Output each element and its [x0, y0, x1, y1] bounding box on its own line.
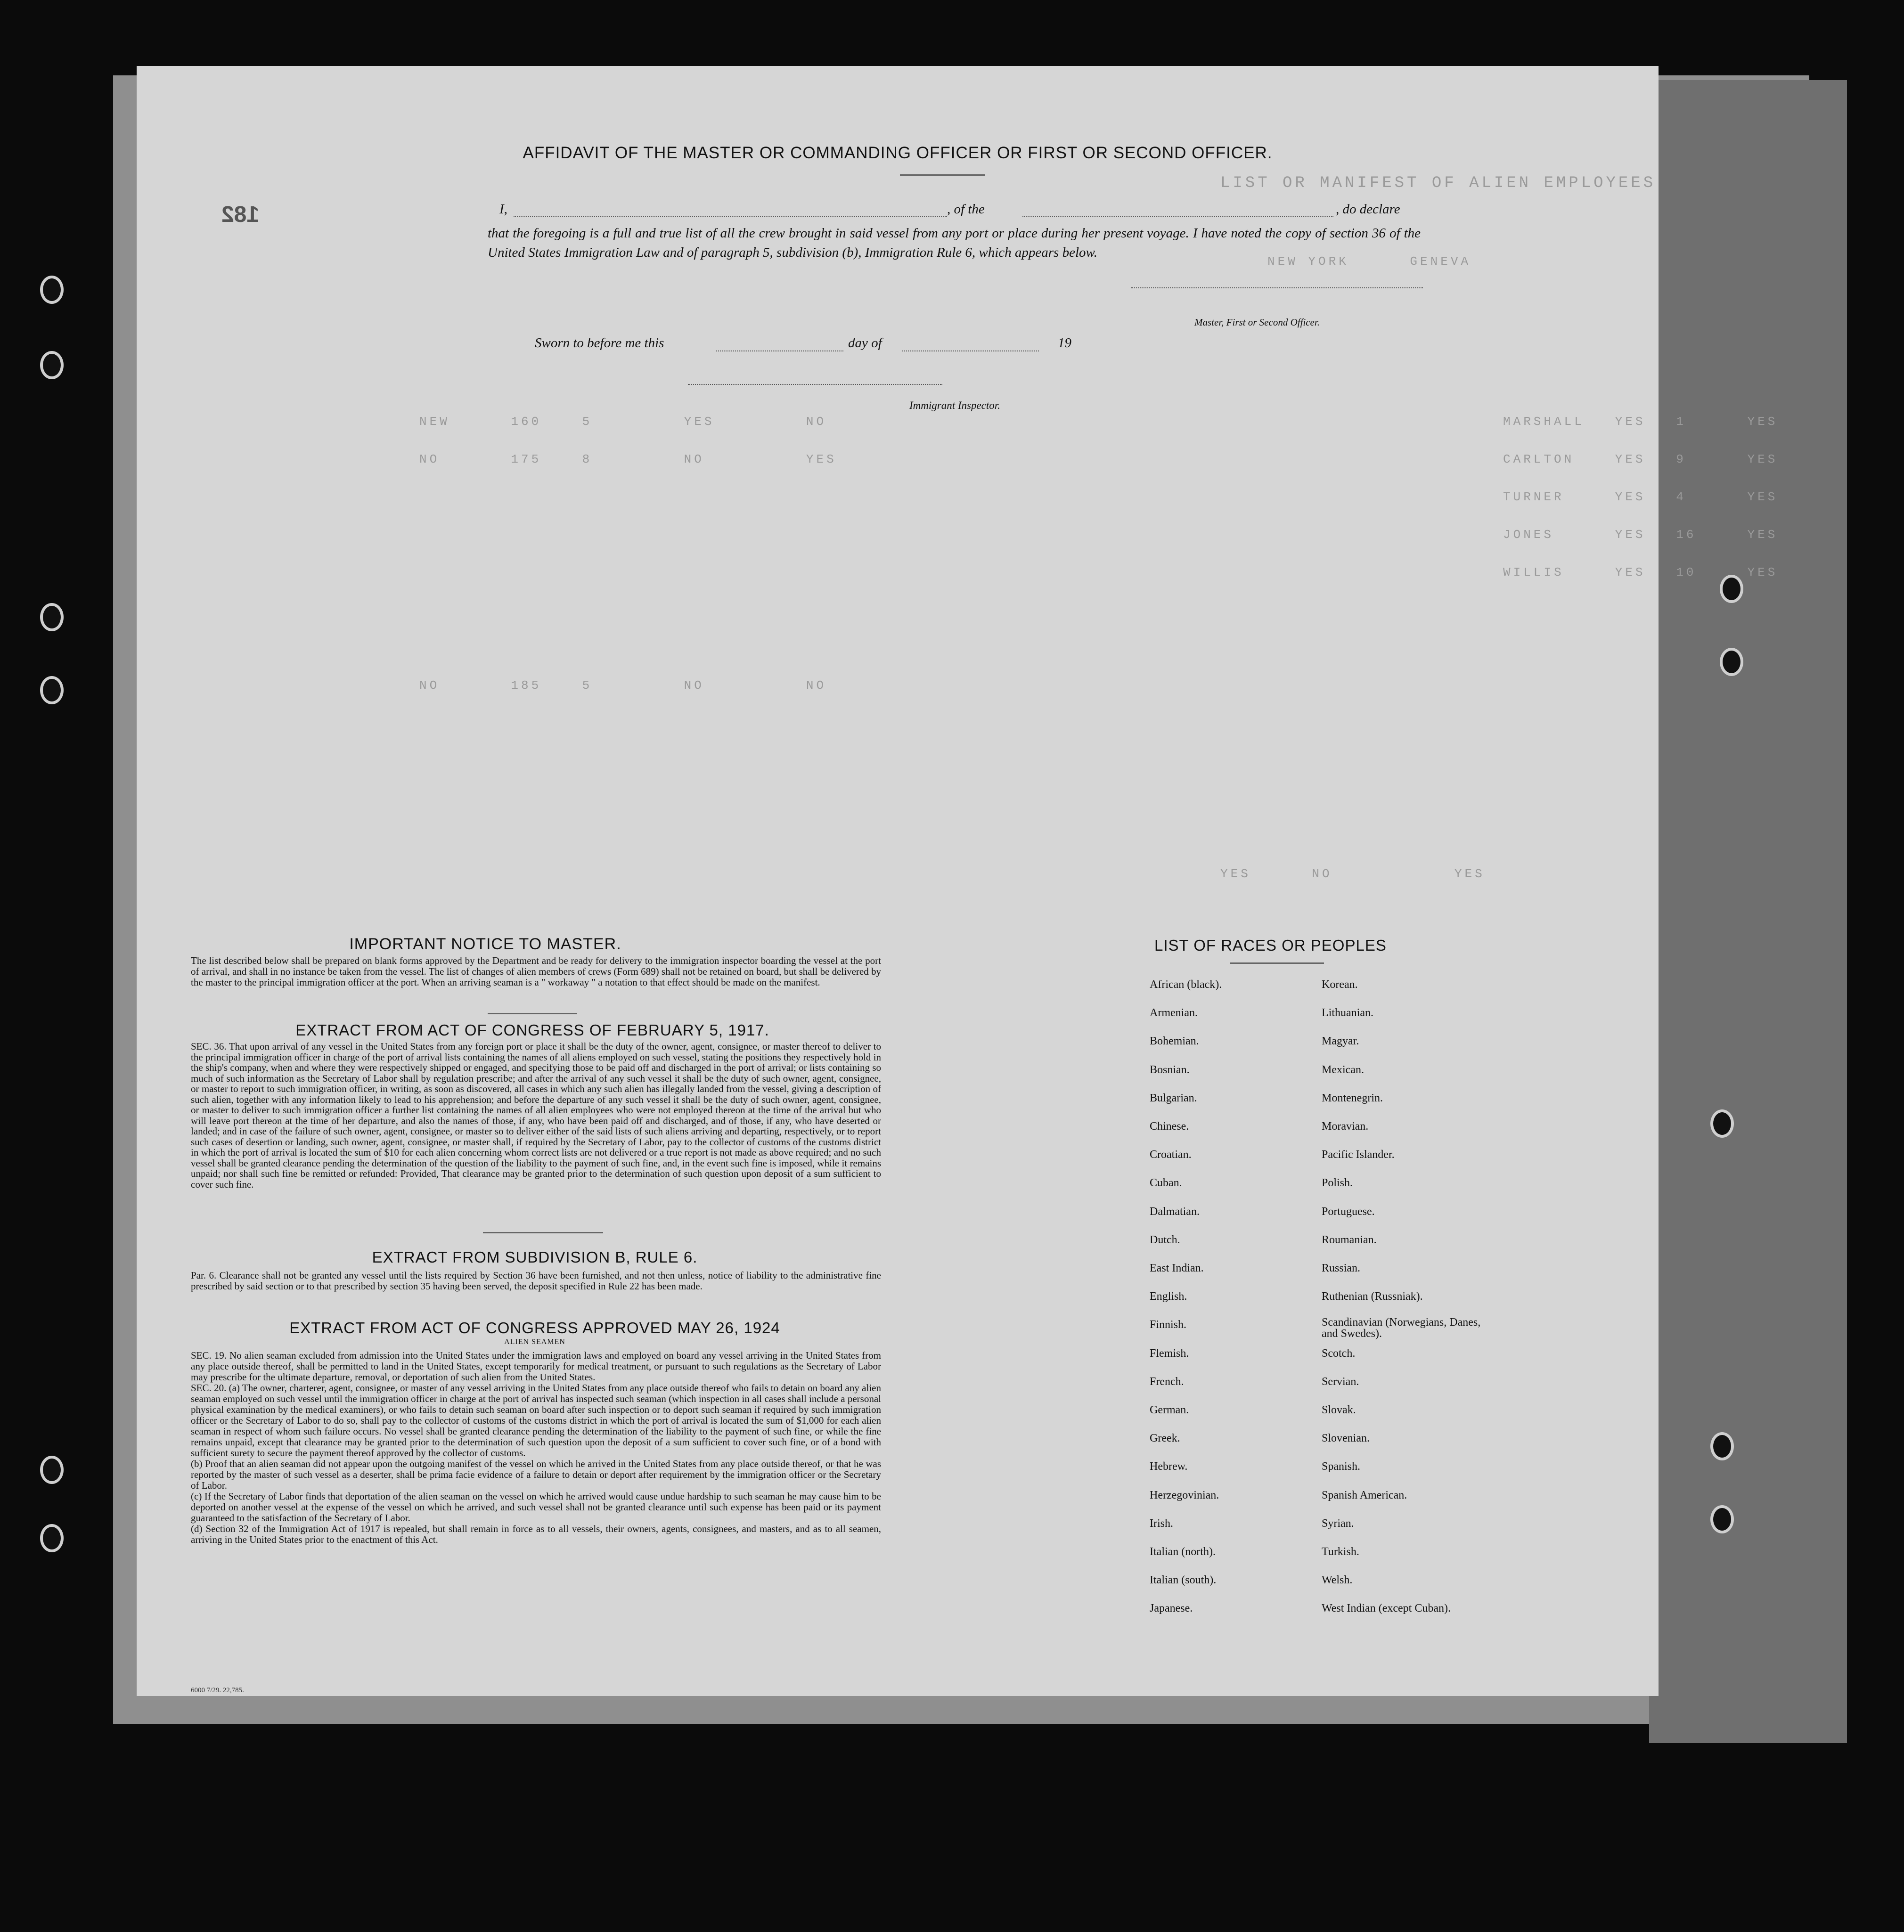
binding-hole: [40, 1456, 64, 1484]
races-title: LIST OF RACES OR PEOPLES: [1154, 937, 1387, 954]
race-item: African (black).: [1150, 978, 1222, 991]
affidavit-of-the: , of the: [947, 202, 985, 217]
extract-1924-section-20d: (d) Section 32 of the Immigration Act of 1917 is repealed, but shall remain in force as to all vessels, their owners, agents, consignees, and masters, and as to all seamen, arriving in the United States prior to the enactment of this Act.: [191, 1523, 881, 1545]
race-item: Servian.: [1322, 1375, 1359, 1388]
divider-rule: [488, 1013, 577, 1014]
inspector-line[interactable]: [688, 384, 942, 385]
show-through-text: MARSHALL YES 1 YES: [1503, 415, 1778, 429]
divider-rule: [1230, 962, 1324, 964]
sworn-label: Sworn to before me this: [535, 335, 664, 351]
form-page: [137, 66, 1778, 1696]
race-item: Croatian.: [1150, 1149, 1192, 1161]
race-item: Italian (north).: [1150, 1546, 1216, 1558]
form-code: 6000 7/29. 22,785.: [191, 1687, 244, 1694]
affidavit-title: AFFIDAVIT OF THE MASTER OR COMMANDING OFFICER OR FIRST OR SECOND OFFICER.: [523, 144, 1273, 162]
race-item: French.: [1150, 1375, 1184, 1388]
extract-1917-title: EXTRACT FROM ACT OF CONGRESS OF FEBRUARY 5, 1917.: [295, 1021, 769, 1039]
show-through-text: CARLTON YES 9 YES: [1503, 452, 1778, 466]
race-item: Armenian.: [1150, 1007, 1198, 1019]
race-item: Bosnian.: [1150, 1063, 1190, 1076]
binding-hole: [40, 676, 64, 704]
extract-1917-body: SEC. 36. That upon arrival of any vessel in the United States from any foreign port or place it shall be the duty of the owner, agent, consignee, or master thereof to deliver to the principal immigration officer in charge of the port of arrival lists containing the names of all aliens employed on such vessel, stating the positions they respectively hold in the ship's company, when and where they were respectively shipped or engaged, and specifying those to be paid off and discharged in the port of arrival; or lists containing so much of such information as the Secretary of Labor shall by regulation prescribe; and after the arrival of any such vessel it shall be the duty of such owner, agent, consignee, or master to report to such immigration officer, in writing, as soon as discovered, all cases in which any such alien has illegally landed from the vessel, giving a description of such alien, together with any information likely to lead to his apprehension; and before the departure of any such vessel it shall be the duty of such owner, agent, consignee, or master to deliver to such immigration officer a further list containing the names of all alien employees who were not employed thereon at the time of the arrival but who will leave port thereon at the time of her departure, and also the names of those, if any, who have been paid off and discharged, and of those, if any, who have deserted or landed; and in case of the failure of such owner, agent, consignee, or master so to deliver either of the said lists of such aliens arriving and departing, respectively, or to report such cases of desertion or landing, such owner, agent, consignee, or master shall, if required by the Secretary of Labor, pay to the collector of customs of the customs district in which the port of arrival is located the sum of $10 for each alien concerning whom correct lists are not delivered or a true report is not made as above required; and no such vessel shall be granted clearance pending the determination of the question of the liability to the payment of such fine, and, in the event such fine is imposed, while it remains unpaid; nor shall such fine be remitted or refunded: Provided, That clearance may be granted prior to the determination of such question upon deposit of a sum sufficient to cover such fine.: [191, 1041, 881, 1190]
extract-rule6-body: Par. 6. Clearance shall not be granted any vessel until the lists required by Section 36 have been furnished, and not then unless, notice of liability to the administrative fine prescribed by said section or to that prescribed by section 35 having been served, the deposit specified in Rule 22 has been made.: [191, 1270, 881, 1292]
race-item: Flemish.: [1150, 1347, 1189, 1360]
extract-1924-section-20b: (b) Proof that an alien seaman did not appear upon the outgoing manifest of the vessel on which he arrived in the United States from any place outside thereof, or that he was reported by the master of such vessel as a deserter, shall be prima facie evidence of a failure to detain or deport after requirement by the immigration officer or the Secretary of Labor.: [191, 1458, 881, 1491]
inspector-label: Immigrant Inspector.: [909, 399, 1000, 411]
race-item: Magyar.: [1322, 1035, 1359, 1048]
race-item: Lithuanian.: [1322, 1007, 1373, 1019]
divider-rule: [900, 174, 985, 176]
race-item: Ruthenian (Russniak).: [1322, 1290, 1423, 1303]
race-item: Cuban.: [1150, 1177, 1182, 1190]
race-item: Portuguese.: [1322, 1205, 1375, 1218]
race-item: Russian.: [1322, 1262, 1361, 1274]
show-through-text: NO 185 5 NO NO: [419, 678, 827, 693]
race-item: Slovenian.: [1322, 1432, 1370, 1445]
race-item: Dalmatian.: [1150, 1205, 1200, 1218]
race-item: Irish.: [1150, 1517, 1173, 1530]
binding-hole: [1710, 1109, 1734, 1138]
name-blank[interactable]: [514, 216, 947, 217]
race-item: East Indian.: [1150, 1262, 1204, 1274]
race-item: Chinese.: [1150, 1120, 1189, 1133]
race-item: Japanese.: [1150, 1602, 1193, 1615]
race-item: Welsh.: [1322, 1574, 1353, 1587]
race-item: Herzegovinian.: [1150, 1489, 1219, 1501]
divider-rule: [483, 1232, 603, 1233]
race-item: Scotch.: [1322, 1347, 1356, 1360]
race-item: Mexican.: [1322, 1063, 1364, 1076]
race-item: Spanish American.: [1322, 1489, 1407, 1501]
show-through-text: JONES YES 16 YES: [1503, 528, 1778, 542]
binding-hole: [1710, 1432, 1734, 1460]
sworn-day-of: day of: [848, 335, 882, 351]
sworn-year-prefix: 19: [1058, 335, 1071, 351]
race-item: Bohemian.: [1150, 1035, 1199, 1048]
affidavit-paragraph: that the foregoing is a full and true list of all the crew brought in said vessel from any port or place during her present voyage. I have noted the copy of section 36 of the United States Immigration Law and of paragraph 5, subdivision (b), Immigration Rule 6, which appears below.: [488, 226, 1421, 260]
race-item: Korean.: [1322, 978, 1358, 991]
race-item: Syrian.: [1322, 1517, 1354, 1530]
extract-rule6-title: EXTRACT FROM SUBDIVISION B, RULE 6.: [372, 1248, 698, 1266]
race-item: Scandinavian (Norwegians, Danes, and Swedes).: [1322, 1316, 1481, 1340]
show-through-text: YES NO YES: [1220, 867, 1485, 881]
race-item: Italian (south).: [1150, 1574, 1217, 1587]
race-item: Dutch.: [1150, 1233, 1180, 1246]
binding-hole: [1710, 1505, 1734, 1533]
extract-1924-subtitle: ALIEN SEAMEN: [504, 1338, 565, 1346]
extract-1924-body: [191, 1350, 881, 1545]
extract-1924-title: EXTRACT FROM ACT OF CONGRESS APPROVED MAY 26, 1924: [289, 1319, 780, 1337]
race-item: Turkish.: [1322, 1546, 1359, 1558]
show-through-text: LIST OR MANIFEST OF ALIEN EMPLOYEES: [1220, 174, 1656, 192]
show-through-text: TURNER YES 4 YES: [1503, 490, 1778, 504]
signature-line[interactable]: [1131, 287, 1423, 288]
race-item: Polish.: [1322, 1177, 1353, 1190]
race-item: Roumanian.: [1322, 1233, 1377, 1246]
binding-hole: [40, 1524, 64, 1552]
race-item: Moravian.: [1322, 1120, 1369, 1133]
race-item: Greek.: [1150, 1432, 1180, 1445]
binding-hole: [1720, 648, 1743, 676]
show-through-text: WILLIS YES 10 YES: [1503, 565, 1778, 579]
extract-1924-section-19: SEC. 19. No alien seaman excluded from admission into the United States under the immigration laws and employed on board any vessel arriving in the United States from any place outside thereof, shall be permitted to land in the United States, except temporarily for medical treatment, or pursuant to such regulations as the Secretary of Labor may prescribe for the ultimate departure, removal, or deportation of such alien from the United States.: [191, 1350, 881, 1383]
extract-1924-section-20c: (c) If the Secretary of Labor finds that deportation of the alien seaman on the vessel on which he arrived would cause undue hardship to such seaman he may cause him to be deported on another vessel at the expense of the vessel on which he arrived, and such vessel shall not be granted clearance until such expense has been paid or its payment guaranteed to the satisfaction of the Secretary of Labor.: [191, 1491, 881, 1524]
race-item: Bulgarian.: [1150, 1092, 1197, 1104]
notice-title: IMPORTANT NOTICE TO MASTER.: [349, 935, 621, 953]
binding-hole: [40, 276, 64, 304]
race-item: West Indian (except Cuban).: [1322, 1602, 1451, 1615]
extract-1924-section-20a: SEC. 20. (a) The owner, charterer, agent, consignee, or master of any vessel arriving in the United States from any place outside thereof who fails to detain on board any alien seaman employed on such vessel until the immigration officer in charge at the port of arrival has inspected such seaman (which inspection in all cases shall include a personal physical examination by the medical examiners), or who fails to detain such seaman on board after such inspection or to deport such seaman if required by such immigration officer or the Secretary of Labor to do so, shall pay to the collector of customs of the customs district in which the port of arrival is located the sum of $1,000 for each alien seaman in respect of whom such failure occurs. No vessel shall be granted clearance pending the determination of the liability to the payment of such fine, or while the fine remains unpaid, except that clearance may be granted prior to the determination of such question upon the deposit of a sum sufficient to cover such fine, or of a bond with sufficient surety to secure the payment thereof approved by the collector of customs.: [191, 1382, 881, 1459]
underlying-sheet-edge: [1649, 80, 1847, 1743]
affidavit-do-declare: , do declare: [1336, 202, 1400, 217]
signature-label: Master, First or Second Officer.: [1194, 317, 1320, 328]
show-through-text: NEW YORK GENEVA: [1267, 254, 1471, 269]
show-through-text: NO 175 8 NO YES: [419, 452, 837, 466]
notice-body: The list described below shall be prepared on blank forms approved by the Department and be ready for delivery to the immigration inspector boarding the vessel at the port of arrival, and shall in no instance be taken from the vessel. The list of changes of alien members of crews (Form 689) shall not be retained on board, but shall be delivered by the master to the principal immigration officer at the port. When an arriving seaman is a " workaway " a notation to that effect should be made on the manifest.: [191, 955, 881, 988]
race-item: Montenegrin.: [1322, 1092, 1383, 1104]
race-item: Hebrew.: [1150, 1460, 1188, 1473]
race-item: Slovak.: [1322, 1404, 1356, 1416]
vessel-blank[interactable]: [1022, 216, 1333, 217]
show-through-text: NEW 160 5 YES NO: [419, 415, 827, 429]
race-item: German.: [1150, 1404, 1189, 1416]
margin-stamp: 182: [221, 202, 260, 227]
race-item: Finnish.: [1150, 1319, 1187, 1331]
race-item: English.: [1150, 1290, 1187, 1303]
affidavit-i-label: I,: [499, 202, 507, 217]
race-item: Spanish.: [1322, 1460, 1361, 1473]
race-item: Pacific Islander.: [1322, 1149, 1395, 1161]
binding-hole: [40, 351, 64, 379]
binding-hole: [40, 603, 64, 631]
